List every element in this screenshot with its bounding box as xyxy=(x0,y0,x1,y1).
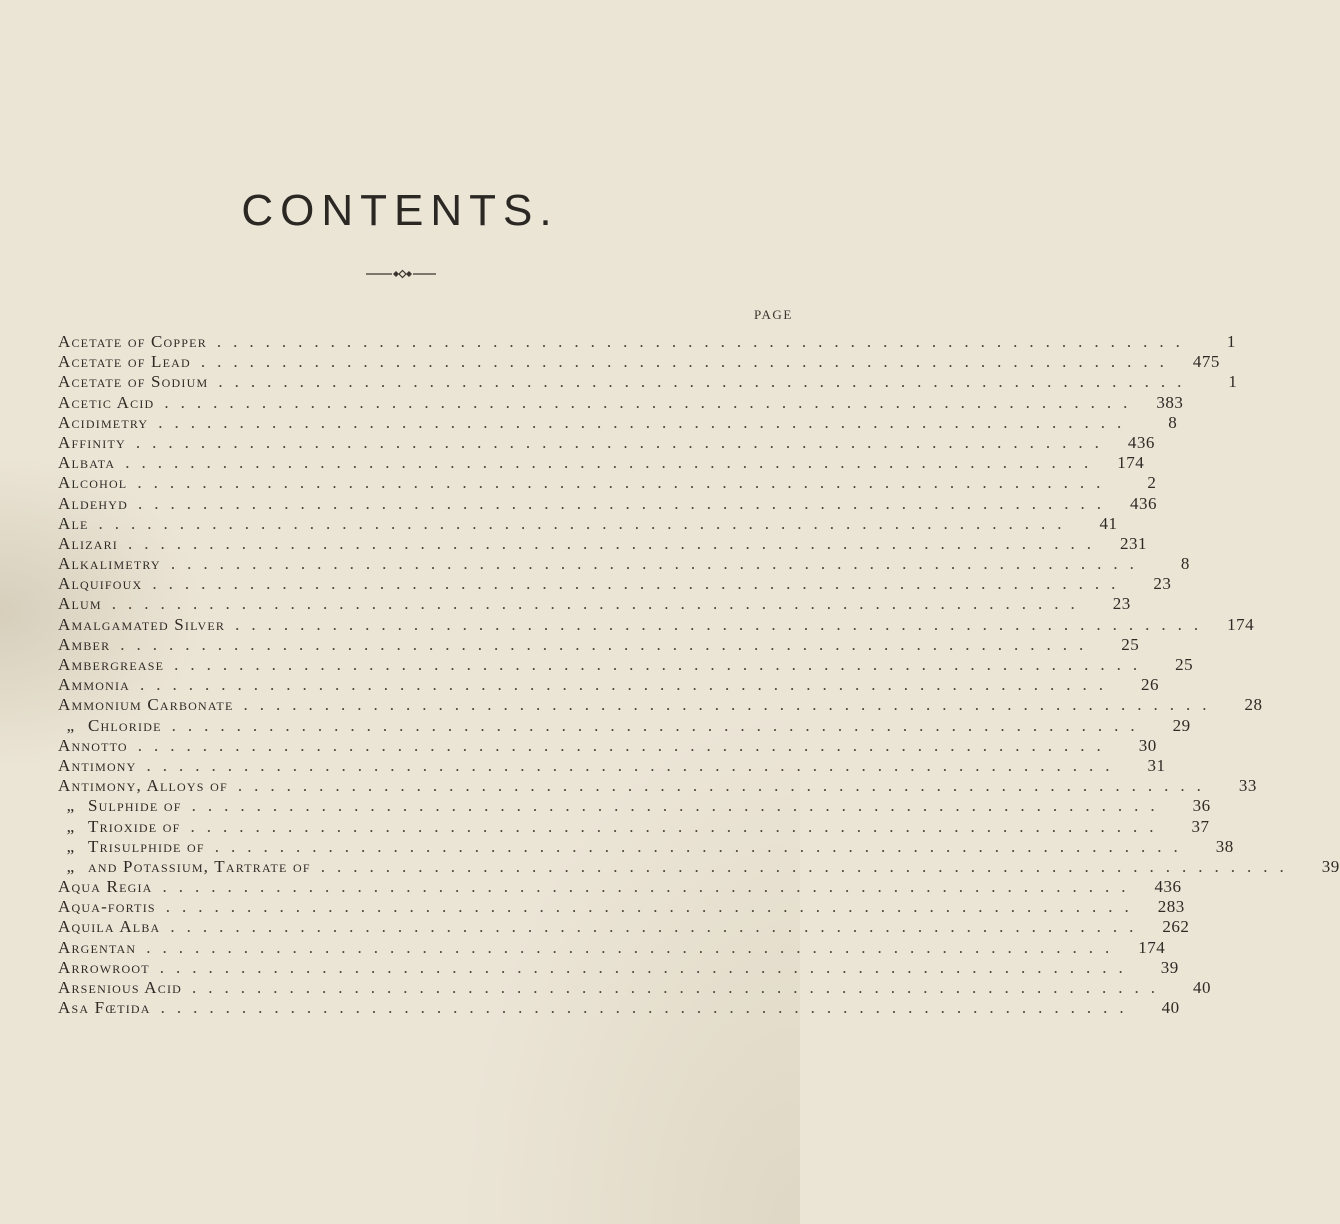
entry-page-number: 174 xyxy=(1117,453,1145,473)
entry-label xyxy=(58,615,225,635)
dot-leader: ............................................................ xyxy=(237,776,1213,796)
dot-leader: ............................................................ xyxy=(214,836,1190,856)
entry-title: Amber xyxy=(58,634,111,654)
dot-leader: ............................................................ xyxy=(159,957,1135,977)
entry-page-number: 436 xyxy=(1127,432,1155,452)
entry-label xyxy=(58,917,160,937)
entry-title: Acetate of Sodium xyxy=(58,372,209,392)
entry-title: Aqua Regia xyxy=(58,877,153,897)
ditto-mark: „ xyxy=(66,856,76,876)
entry-title: Annotto xyxy=(58,735,128,755)
entry-page-number: 37 xyxy=(1191,816,1210,836)
entry-title: Aldehyd xyxy=(58,493,129,513)
entry-title: Acidimetry xyxy=(58,412,149,432)
dot-leader: ............................................................ xyxy=(120,634,1096,654)
entry-title: Amalgamated Silver xyxy=(58,614,226,634)
contents-entry xyxy=(58,574,1172,594)
dot-leader: ............................................................ xyxy=(135,432,1111,452)
dot-leader: ............................................................ xyxy=(171,715,1147,735)
entry-page-number: 23 xyxy=(1112,594,1131,614)
entry-label xyxy=(58,978,182,998)
entry-page-number: 8 xyxy=(1168,412,1178,432)
entry-title: Affinity xyxy=(58,432,126,452)
contents-entry xyxy=(58,796,1211,816)
entry-label xyxy=(58,817,181,837)
entry-page-number: 475 xyxy=(1192,352,1220,372)
ditto-mark: „ xyxy=(66,715,76,735)
entry-title: Trisulphide of xyxy=(88,836,205,856)
dot-leader: ............................................................ xyxy=(160,998,1136,1018)
dot-leader: ............................................................ xyxy=(243,695,1219,715)
dot-leader: ............................................................ xyxy=(174,655,1150,674)
entry-label xyxy=(58,897,156,917)
contents-entry xyxy=(58,897,1185,917)
entry-page-number: 436 xyxy=(1130,493,1158,513)
entry-title: Aqua-fortis xyxy=(58,897,156,917)
entry-title: Asa Fœtida xyxy=(58,998,151,1018)
entry-page-number: 38 xyxy=(1215,836,1234,856)
entry-page-number: 39 xyxy=(1321,856,1340,876)
dot-leader: ............................................................ xyxy=(200,352,1176,372)
entry-label xyxy=(58,534,118,554)
entry-title: and Potassium, Tartrate of xyxy=(88,856,311,876)
entry-label xyxy=(58,837,205,857)
dot-leader: ............................................................ xyxy=(146,755,1122,775)
entry-page-number: 174 xyxy=(1227,614,1255,634)
ditto-mark: „ xyxy=(66,816,76,836)
divider-ornament xyxy=(366,269,436,279)
dot-leader: ............................................................ xyxy=(320,856,1296,876)
dot-leader: ............................................................ xyxy=(137,735,1113,755)
contents-entry xyxy=(58,634,1140,655)
entry-title: Antimony xyxy=(58,755,137,775)
dot-leader: ............................................................ xyxy=(128,533,1103,553)
entry-page-number: 383 xyxy=(1156,392,1184,412)
contents-entry xyxy=(58,513,1118,534)
entry-title: Chloride xyxy=(88,715,162,735)
entry-label xyxy=(58,796,182,816)
entry-title: Arrowroot xyxy=(58,957,150,977)
entry-title: Alum xyxy=(58,594,102,614)
contents-entry xyxy=(58,493,1158,514)
entry-label xyxy=(58,594,102,614)
contents-entry xyxy=(58,755,1166,776)
entry-page-number: 40 xyxy=(1193,978,1212,997)
dot-leader: ............................................................ xyxy=(138,493,1114,513)
entry-label xyxy=(58,413,148,433)
entry-label xyxy=(58,473,127,493)
contents-entry xyxy=(58,533,1147,554)
contents-entry xyxy=(58,695,1263,715)
entry-page-number: 29 xyxy=(1172,715,1191,735)
entry-title: Acetate of Lead xyxy=(58,352,191,372)
entry-title: Ammonia xyxy=(58,675,131,695)
dot-leader: ............................................................ xyxy=(164,392,1140,412)
entry-label xyxy=(58,332,207,352)
entry-label xyxy=(58,938,136,958)
contents-list xyxy=(58,332,1340,1018)
entry-page-number: 36 xyxy=(1192,796,1211,816)
dot-leader: ............................................................ xyxy=(137,473,1113,493)
dot-leader: ............................................................ xyxy=(152,574,1128,594)
entry-label xyxy=(58,372,208,392)
entry-page-number: 1 xyxy=(1226,332,1236,351)
entry-title: Alcohol xyxy=(58,473,128,493)
entry-page-number: 33 xyxy=(1238,776,1257,796)
entry-page-number: 8 xyxy=(1180,554,1190,574)
contents-entry xyxy=(58,655,1194,675)
contents-entry xyxy=(58,473,1157,493)
dot-leader: ............................................................ xyxy=(111,594,1087,614)
entry-title: Acetate of Copper xyxy=(58,332,207,351)
entry-title: Albata xyxy=(58,453,116,473)
entry-title: Trioxide of xyxy=(88,816,181,836)
entry-label xyxy=(58,756,137,776)
entry-page-number: 2 xyxy=(1147,473,1157,493)
entry-page-number: 25 xyxy=(1175,655,1194,674)
contents-entry xyxy=(58,332,1236,352)
entry-page-number: 26 xyxy=(1141,675,1160,695)
contents-entry xyxy=(58,614,1255,635)
entry-label xyxy=(58,716,162,736)
entry-title: Ale xyxy=(58,513,89,533)
contents-entry xyxy=(58,432,1155,453)
contents-entry xyxy=(58,372,1238,392)
entry-label xyxy=(58,655,164,675)
contents-entry xyxy=(58,856,1340,877)
entry-label xyxy=(58,675,130,695)
entry-title: Arsenious Acid xyxy=(58,978,183,997)
contents-entry xyxy=(58,735,1157,756)
contents-entry xyxy=(58,594,1131,614)
dot-leader: ............................................................ xyxy=(140,675,1116,695)
entry-label xyxy=(58,736,128,756)
entry-label xyxy=(58,857,311,877)
entry-title: Aquila Alba xyxy=(58,917,161,937)
entry-label xyxy=(58,776,228,796)
ditto-mark: „ xyxy=(66,796,76,816)
entry-page-number: 40 xyxy=(1161,998,1180,1018)
contents-entry xyxy=(58,412,1178,433)
contents-entry xyxy=(58,877,1182,897)
entry-page-number: 174 xyxy=(1138,937,1166,957)
entry-title: Alquifoux xyxy=(58,574,143,594)
contents-entry xyxy=(58,776,1257,796)
entry-title: Ambergrease xyxy=(58,655,165,674)
contents-entry xyxy=(58,937,1166,958)
dot-leader: ............................................................ xyxy=(146,937,1122,957)
entry-title: Antimony, Alloys of xyxy=(58,776,228,796)
contents-entry xyxy=(58,998,1180,1018)
contents-entry xyxy=(58,352,1220,372)
dot-leader: ............................................................ xyxy=(125,453,1101,473)
dot-leader: ............................................................ xyxy=(170,917,1146,937)
entry-title: Acetic Acid xyxy=(58,392,155,412)
contents-entry xyxy=(58,978,1212,998)
contents-entry xyxy=(58,715,1191,736)
entry-page-number: 28 xyxy=(1244,695,1263,715)
entry-page-number: 30 xyxy=(1138,735,1157,755)
dot-leader: ............................................................ xyxy=(192,978,1168,997)
entry-label xyxy=(58,998,151,1018)
entry-page-number: 231 xyxy=(1120,533,1147,553)
entry-label xyxy=(58,554,161,574)
entry-page-number: 262 xyxy=(1162,917,1190,937)
entry-page-number: 25 xyxy=(1121,634,1140,654)
entry-page-number: 436 xyxy=(1154,877,1182,897)
contents-entry xyxy=(58,392,1184,413)
contents-entry xyxy=(58,957,1179,978)
dot-leader: ............................................................ xyxy=(98,513,1074,533)
entry-page-number: 41 xyxy=(1099,513,1118,533)
entry-page-number: 283 xyxy=(1157,897,1185,917)
dot-leader: ............................................................ xyxy=(218,372,1194,392)
entry-label xyxy=(58,695,233,715)
contents-entry xyxy=(58,675,1160,695)
dot-leader: ............................................................ xyxy=(158,412,1134,432)
entry-page-number: 39 xyxy=(1160,957,1179,977)
entry-label xyxy=(58,352,191,372)
entry-label xyxy=(58,635,110,655)
entry-title: Alizari xyxy=(58,533,118,553)
entry-title: Ammonium Carbonate xyxy=(58,695,234,715)
entry-label xyxy=(58,574,142,594)
entry-label xyxy=(58,453,115,473)
entry-title: Alkalimetry xyxy=(58,554,161,574)
entry-label xyxy=(58,514,89,534)
entry-label xyxy=(58,393,154,413)
dot-leader: ............................................................ xyxy=(216,332,1192,351)
page-column-header: PAGE xyxy=(754,307,793,322)
dot-leader: ............................................................ xyxy=(235,614,1211,634)
entry-label xyxy=(58,877,153,897)
contents-entry xyxy=(58,453,1145,473)
entry-page-number: 1 xyxy=(1228,372,1238,392)
dot-leader: ............................................................ xyxy=(190,816,1166,836)
entry-page-number: 23 xyxy=(1153,574,1172,594)
dot-leader: ............................................................ xyxy=(162,877,1138,897)
contents-entry xyxy=(58,836,1234,857)
entry-label xyxy=(58,433,126,453)
ditto-mark: „ xyxy=(66,836,76,856)
contents-entry xyxy=(58,917,1190,937)
dot-leader: ............................................................ xyxy=(170,554,1146,574)
entry-page-number: 31 xyxy=(1147,755,1166,775)
entry-title: Argentan xyxy=(58,937,137,957)
dot-leader: ............................................................ xyxy=(165,897,1141,917)
page-title: CONTENTS. xyxy=(241,186,559,235)
entry-label xyxy=(58,494,128,514)
entry-label xyxy=(58,958,150,978)
contents-entry xyxy=(58,554,1190,574)
contents-entry xyxy=(58,816,1210,837)
entry-title: Sulphide of xyxy=(88,796,182,816)
dot-leader: ............................................................ xyxy=(191,796,1167,816)
